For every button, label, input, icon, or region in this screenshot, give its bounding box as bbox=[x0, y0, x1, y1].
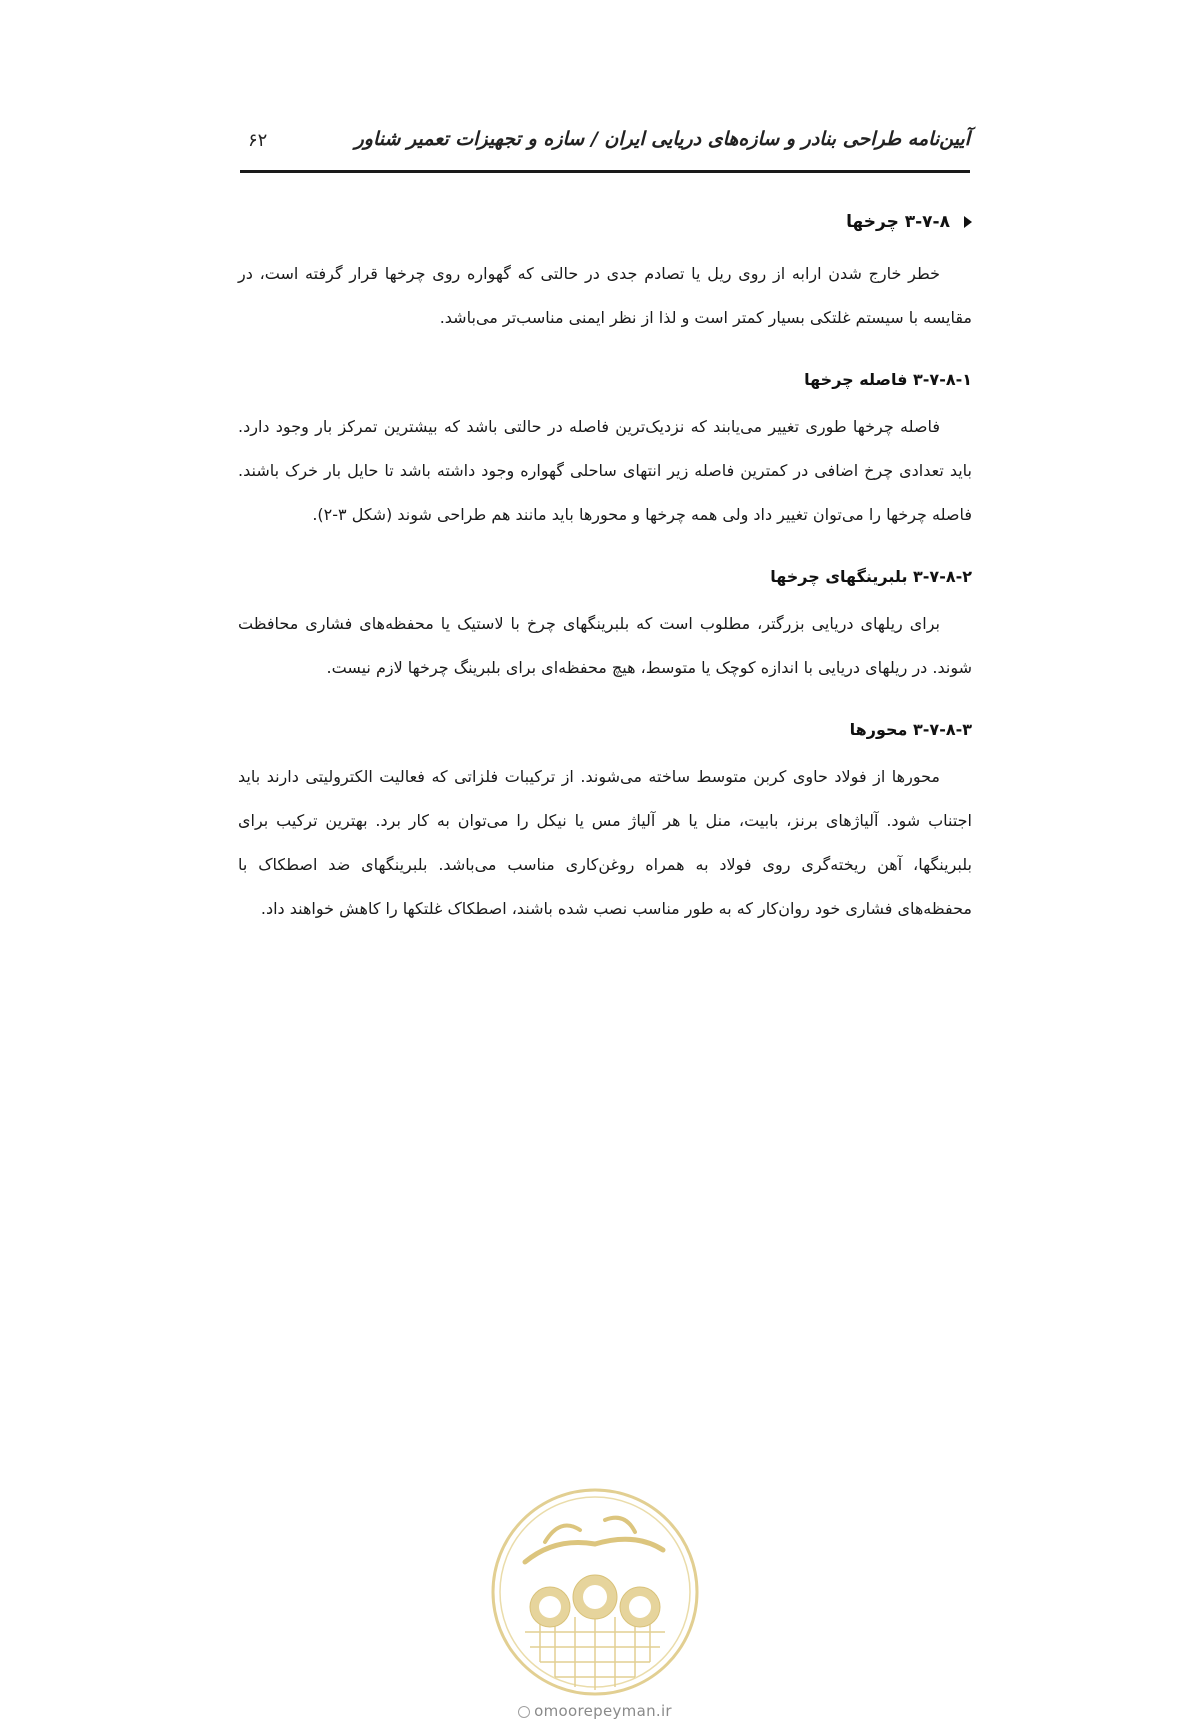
page-header bbox=[240, 128, 970, 162]
instagram-at-icon bbox=[518, 1706, 530, 1718]
triangle-bullet-icon bbox=[964, 216, 972, 228]
subsection-heading-axles: ۳-۷-۸-۳ محورها bbox=[849, 720, 972, 739]
subsection-paragraph-wheel-spacing: فاصله چرخها طوری تغییر می‌یابند که نزدیک‌ترین فاصله در حالتی باشد که بیشترین تمرکز بار وجود دارد. باید تعدادی چرخ اضافی در کمترین فاصله زیر انتهای ساحلی گهواره وجود داشته باشد تا حایل بار خرک باشند. فاصله چرخها را می‌توان تغییر داد ولی همه چرخها و محورها باید مانند هم طراحی شوند (شکل ۳-۲). bbox=[238, 417, 972, 524]
section-heading bbox=[238, 212, 972, 232]
main-content bbox=[238, 212, 972, 931]
section-heading-text: ۳-۷-۸ چرخها bbox=[846, 212, 950, 232]
subsection-heading-wheel-spacing: ۳-۷-۸-۱ فاصله چرخها bbox=[804, 370, 972, 389]
watermark-logo bbox=[485, 1482, 705, 1702]
subsection-paragraph-wheel-bearings: برای ریلهای دریایی بزرگتر، مطلوب است که بلبرینگهای چرخ با لاستیک یا محفظه‌های فشاری محافظت شوند. در ریلهای دریایی با اندازه کوچک یا متوسط، هیچ محفظه‌ای برای بلبرینگ چرخها لازم نیست. bbox=[238, 614, 972, 677]
subsection-heading-wheel-bearings: ۳-۷-۸-۲ بلبرینگهای چرخها bbox=[770, 567, 972, 586]
logo-emblem-icon bbox=[485, 1482, 705, 1702]
running-title: آیین‌نامه طراحی بنادر و سازه‌های دریایی ایران / سازه و تجهیزات تعمیر شناور bbox=[354, 128, 970, 150]
section-intro-paragraph: خطر خارج شدن ارابه از روی ریل یا تصادم جدی در حالتی که گهواره روی چرخها قرار گرفته است، در مقایسه با سیستم غلتکی بسیار کمتر است و لذا از نظر ایمنی مناسب‌تر می‌باشد. bbox=[238, 264, 972, 327]
subsection-paragraph-axles: محورها از فولاد حاوی کربن متوسط ساخته می‌شوند. از ترکیبات فلزاتی که فعالیت الکترولیتی دارند باید اجتناب شود. آلیاژهای برنز، بابیت، منل یا هر آلیاژ مس یا نیکل را می‌توان به کار برد. بهترین ترکیب برای بلبرینگها، آهن ریخته‌گری روی فولاد به همراه روغن‌کاری مناسب می‌باشد. بلبرینگهای ضد اصطکاک با محفظه‌های فشاری خود روان‌کار که به طور مناسب نصب شده باشند، اصطکاک غلتکها را کاهش خواهند داد. bbox=[238, 767, 972, 918]
watermark-site-text: omoorepeyman.ir bbox=[534, 1702, 672, 1720]
watermark-website bbox=[0, 1702, 1190, 1720]
header-divider bbox=[240, 170, 970, 173]
page-number: ۶۲ bbox=[248, 130, 268, 151]
